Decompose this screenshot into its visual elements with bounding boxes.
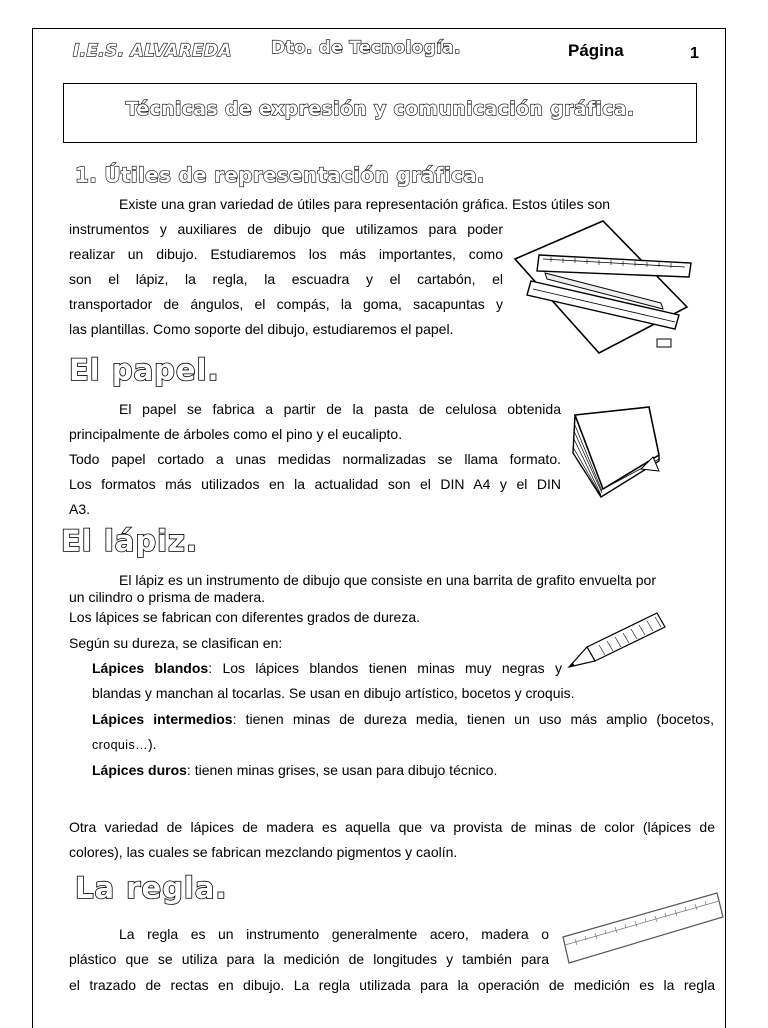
soft-pencils-text: : Los lápices blandos tienen minas muy negras y (208, 660, 562, 676)
pencil-classify-line: Según su dureza, se clasifican en: (69, 635, 283, 651)
school-name: I.E.S. ALVAREDA (73, 41, 232, 61)
soft-pencils-line2: blandas y manchan al tocarlas. Se usan en dibujo artístico, bocetos y croquis. (92, 685, 575, 701)
section1-paragraph (69, 217, 503, 342)
section1-line1: Existe una gran variedad de útiles para representación gráfica. Estos útiles son (119, 196, 611, 212)
paper-paragraph (69, 397, 561, 522)
section-heading-papel: El papel. (69, 353, 220, 387)
mid-pencils-line1 (92, 707, 714, 732)
section1-first-line (69, 192, 713, 217)
mid-pencils-end: ). (148, 736, 157, 752)
paper-line: principalmente de árboles como el pino y el eucalipto. (69, 426, 403, 442)
paper-line: El papel se fabrica a partir de la pasta de celulosa obtenida (119, 401, 561, 417)
pencil-intro (69, 572, 729, 606)
ruler-line3: el trazado de rectas en dibujo. La regla utilizada para la operación de medición es la regla (69, 977, 715, 993)
paper-line: Todo papel cortado a unas medidas normalizadas se llama formato. (69, 451, 561, 467)
pencil-intro-line1: El lápiz es un instrumento de dibujo que consiste en una barrita de grafito envuelta por (119, 572, 657, 588)
color-pencils-line1: Otra variedad de lápices de madera es aquella que va provista de minas de color (lápices de (69, 819, 715, 835)
soft-pencils-label: Lápices blandos (92, 660, 209, 676)
pencil-hardness-line: Los lápices se fabrican con diferentes grados de dureza. (69, 609, 420, 625)
ruler-line1 (69, 922, 549, 947)
pencil-illustration (565, 607, 675, 671)
title-box (63, 83, 697, 143)
paper-stack-illustration (567, 399, 667, 499)
pencil-intro-line2: un cilindro o prisma de madera. (69, 589, 266, 605)
hard-pencils-text: : tienen minas grises, se usan para dibujo técnico. (186, 762, 498, 778)
page-label: Página (568, 41, 624, 60)
section-heading-utiles: 1. Útiles de representación gráfica. (75, 163, 485, 187)
mid-pencils-croquis: croquis… (92, 738, 148, 752)
soft-pencils-line1 (92, 656, 562, 681)
mid-pencils-text: : tienen minas de dureza media, tienen un uso más amplio (bocetos, (232, 711, 714, 727)
ruler-illustration (557, 887, 727, 971)
section-heading-regla: La regla. (75, 871, 228, 905)
department-name: Dto. de Tecnología. (271, 38, 461, 58)
section-heading-lapiz: El lápiz. (61, 524, 198, 558)
section1-line: realizar un dibujo. Estudiaremos los más importantes, como (69, 246, 503, 262)
section1-line: las plantillas. Como soporte del dibujo, estudiaremos el papel. (69, 321, 454, 337)
drawing-tools-illustration (511, 215, 711, 355)
mid-pencils-label: Lápices intermedios (92, 711, 233, 727)
document-title: Técnicas de expresión y comunicación gráfica. (125, 98, 635, 120)
section1-line: instrumentos y auxiliares de dibujo que utilizamos para poder (69, 221, 503, 237)
hard-pencils-label: Lápices duros (92, 762, 187, 778)
hard-pencils-line (92, 758, 692, 783)
section1-line: son el lápiz, la regla, la escuadra y el cartabón, el (69, 271, 503, 287)
ruler-line1-text: La regla es un instrumento generalmente acero, madera o (119, 926, 549, 942)
paper-line: A3. (69, 501, 91, 517)
page-number: 1 (690, 45, 699, 62)
mid-pencils-line2 (92, 732, 692, 758)
section1-line: transportador de ángulos, el compás, la goma, sacapuntas y (69, 296, 503, 312)
color-pencils-line2: colores), las cuales se fabrican mezclando pigmentos y caolín. (69, 844, 458, 860)
ruler-line2: plástico que se utiliza para la medición de longitudes y también para (69, 951, 549, 967)
paper-line: Los formatos más utilizados en la actualidad son el DIN A4 y el DIN (69, 476, 561, 492)
page-frame (32, 28, 726, 1028)
